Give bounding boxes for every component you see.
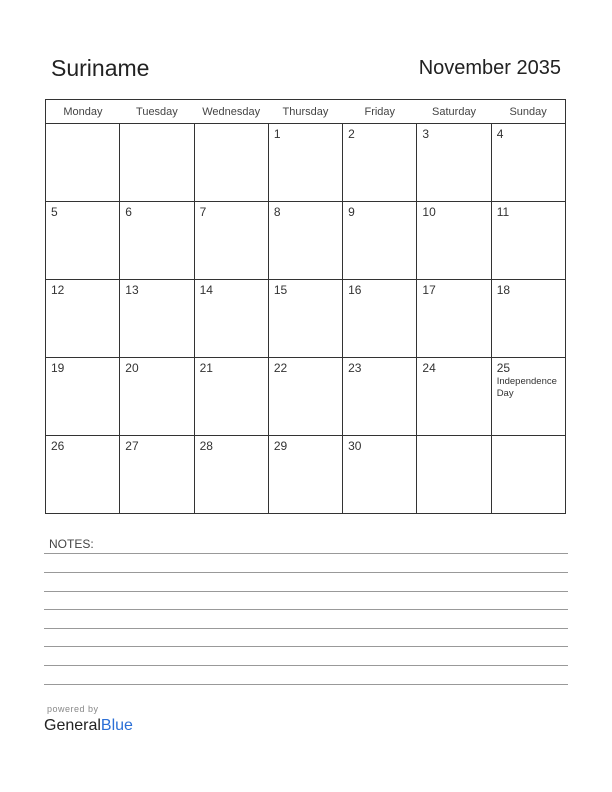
day-cell xyxy=(417,358,491,436)
day-number: 1 xyxy=(273,127,281,141)
day-cell xyxy=(343,124,417,202)
weekday-header: Monday xyxy=(46,100,120,124)
brand-blue: Blue xyxy=(100,717,133,734)
day-cell xyxy=(194,124,268,202)
notes-line xyxy=(44,609,568,610)
day-number: 18 xyxy=(496,283,511,297)
day-cell xyxy=(120,358,194,436)
day-number: 29 xyxy=(273,439,288,453)
day-cell xyxy=(46,358,120,436)
day-cell xyxy=(268,202,342,280)
day-number: 5 xyxy=(51,205,58,219)
notes-line xyxy=(44,553,568,554)
day-number: 6 xyxy=(125,205,132,219)
notes-line xyxy=(44,628,568,629)
day-number: 8 xyxy=(273,205,281,219)
weekday-header-row xyxy=(46,100,566,124)
week-row xyxy=(46,358,566,436)
day-number: 25 xyxy=(496,361,511,375)
day-cell xyxy=(120,280,194,358)
day-number: 20 xyxy=(125,361,139,375)
day-cell xyxy=(194,280,268,358)
day-cell xyxy=(491,280,565,358)
day-cell xyxy=(343,280,417,358)
day-number: 22 xyxy=(273,361,288,375)
day-number: 14 xyxy=(199,283,213,297)
notes-line xyxy=(44,684,568,685)
notes-line xyxy=(44,572,568,573)
day-cell xyxy=(194,436,268,514)
day-number: 23 xyxy=(348,361,362,375)
month-year-title: November 2035 xyxy=(418,57,561,79)
day-number: 10 xyxy=(422,205,436,219)
day-number: 30 xyxy=(348,439,362,453)
day-cell xyxy=(343,358,417,436)
week-row xyxy=(46,124,566,202)
day-cell xyxy=(491,358,565,436)
day-number: 11 xyxy=(496,205,510,219)
day-number: 26 xyxy=(51,439,65,453)
day-cell xyxy=(491,436,565,514)
notes-line xyxy=(44,646,568,647)
day-number: 12 xyxy=(51,283,65,297)
day-cell xyxy=(46,280,120,358)
day-cell xyxy=(417,280,491,358)
notes-label: NOTES: xyxy=(49,537,94,551)
day-number: 13 xyxy=(125,283,139,297)
day-number: 15 xyxy=(273,283,288,297)
day-cell xyxy=(343,436,417,514)
day-cell xyxy=(46,124,120,202)
weekday-header: Saturday xyxy=(417,100,491,124)
day-number: 16 xyxy=(348,283,362,297)
day-cell xyxy=(417,124,491,202)
day-number: 17 xyxy=(422,283,436,297)
weekday-header: Wednesday xyxy=(194,100,268,124)
day-number: 28 xyxy=(199,439,213,453)
day-number: 21 xyxy=(199,361,213,375)
day-cell xyxy=(268,436,342,514)
day-cell xyxy=(194,358,268,436)
country-title: Suriname xyxy=(51,55,150,81)
brand-logo xyxy=(44,717,133,735)
brand-general: General xyxy=(44,717,101,734)
week-row xyxy=(46,280,566,358)
day-cell xyxy=(417,436,491,514)
day-cell xyxy=(268,280,342,358)
day-cell xyxy=(46,202,120,280)
day-number: 27 xyxy=(125,439,139,453)
day-number: 9 xyxy=(348,205,355,219)
holiday-label: Independence Day xyxy=(496,376,557,399)
week-row xyxy=(46,202,566,280)
day-number: 24 xyxy=(422,361,436,375)
week-row xyxy=(46,436,566,514)
day-number: 7 xyxy=(199,205,207,219)
day-cell xyxy=(343,202,417,280)
day-cell xyxy=(46,436,120,514)
day-cell xyxy=(417,202,491,280)
powered-by-text: powered by xyxy=(47,704,99,714)
day-number: 4 xyxy=(496,127,504,141)
notes-line xyxy=(44,665,568,666)
day-cell xyxy=(194,202,268,280)
day-number: 3 xyxy=(422,127,430,141)
day-number: 19 xyxy=(51,361,65,375)
day-cell xyxy=(268,124,342,202)
weekday-header: Thursday xyxy=(268,100,342,124)
day-cell xyxy=(268,358,342,436)
day-cell xyxy=(491,202,565,280)
day-cell xyxy=(491,124,565,202)
day-number: 2 xyxy=(348,127,355,141)
calendar-grid xyxy=(45,99,566,514)
day-cell xyxy=(120,436,194,514)
weekday-header: Tuesday xyxy=(120,100,194,124)
day-cell xyxy=(120,202,194,280)
notes-line xyxy=(44,591,568,592)
weekday-header: Friday xyxy=(343,100,417,124)
weekday-header: Sunday xyxy=(491,100,565,124)
day-cell xyxy=(120,124,194,202)
